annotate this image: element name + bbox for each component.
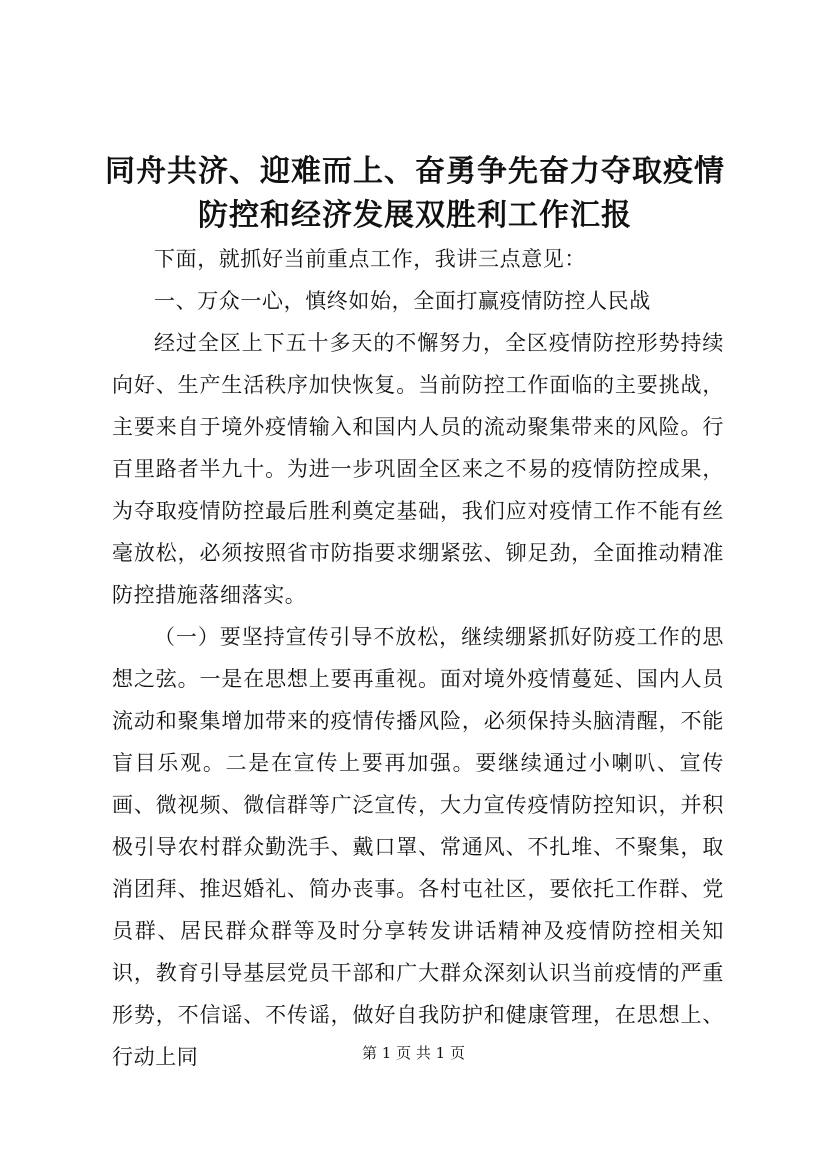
intro-paragraph: 下面，就抓好当前重点工作，我讲三点意见： bbox=[154, 247, 586, 271]
body-paragraph-1: 经过全区上下五十多天的不懈努力，全区疫情防控形势持续向好、生产生活秩序加快恢复。当前防控工作面临的主要挑战，主要来自于境外疫情输入和国内人员的流动聚集带来的风险。行百里路者半九十。为进一步巩固全区来之不易的疫情防控成果，为夺取疫情防控最后胜利奠定基础，我们应对疫情工作不能有丝毫放松，必须按照省市防指要求绷紧弦、铆足劲，全面推动精准防控措施落细落实。 bbox=[112, 331, 724, 607]
document-title-line-1: 同舟共济、迎难而上、奋勇争先奋力夺取疫情 bbox=[105, 154, 725, 189]
page-footer: 第 1 页 共 1 页 bbox=[362, 1044, 465, 1062]
body-paragraph-2: （一）要坚持宣传引导不放松，继续绷紧抓好防疫工作的思想之弦。一是在思想上要再重视。面对境外疫情蔓延、国内人员流动和聚集增加带来的疫情传播风险，必须保持头脑清醒，不能盲目乐观。二是在宣传上要再加强。要继续通过小喇叭、宣传画、微视频、微信群等广泛宣传，大力宣传疫情防控知识，并积极引导农村群众勤洗手、戴口罩、常通风、不扎堆、不聚集，取消团拜、推迟婚礼、简办丧事。各村屯社区，要依托工作群、党员群、居民群众群等及时分享转发讲话精神及疫情防控相关知识，教育引导基层党员干部和广大群众深刻认识当前疫情的严重形势，不信谣、不传谣，做好自我防护和健康管理，在思想上、行动上同 bbox=[112, 625, 724, 1069]
section-heading: 一、万众一心，慎终如始，全面打赢疫情防控人民战 bbox=[154, 289, 651, 313]
document-title-line-2: 防控和经济发展双胜利工作汇报 bbox=[198, 198, 632, 233]
